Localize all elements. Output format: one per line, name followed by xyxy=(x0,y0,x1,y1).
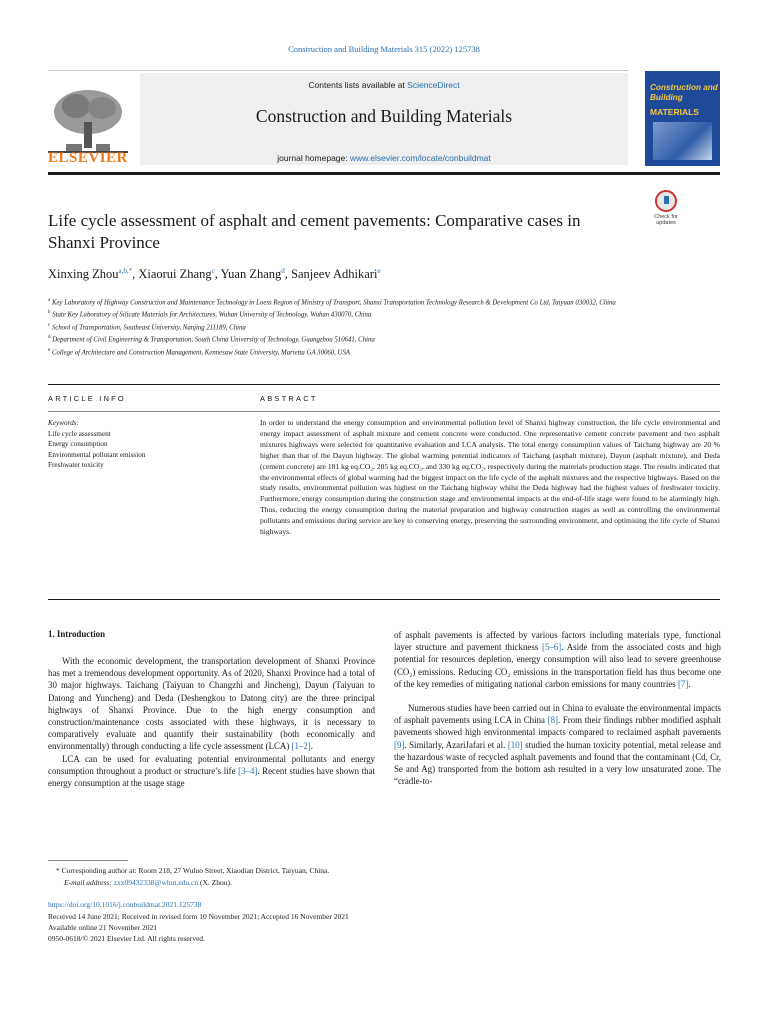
homepage-line xyxy=(140,153,628,163)
introduction-heading: 1. Introduction xyxy=(48,629,106,639)
journal-title: Construction and Building Materials xyxy=(255,106,513,126)
sciencedirect-link[interactable]: ScienceDirect xyxy=(407,80,460,90)
author-affiliation-marker[interactable]: a,b,* xyxy=(118,267,133,275)
paragraph-text: . From their findings rubber modified asphalt pavements showed high environmental impacts compared to reclaimed asphalt pavements xyxy=(394,715,721,738)
article-title: Life cycle assessment of asphalt and cement pavements: Comparative cases in Shanxi Province xyxy=(48,211,581,252)
paragraph-text: Numerous studies have been carried out in China to evaluate the environmental impacts of asphalt pavements using LCA in China xyxy=(394,703,721,726)
elsevier-wordmark: ELSEVIER xyxy=(48,150,128,166)
author-separator: , xyxy=(132,267,139,282)
abstract-rule xyxy=(260,411,720,412)
author-separator: , xyxy=(284,267,291,282)
citation-link[interactable]: [7] xyxy=(677,678,689,689)
author-affiliation-marker[interactable]: e xyxy=(377,267,381,275)
journal-cover-image xyxy=(645,71,720,166)
author-name: Yuan Zhang xyxy=(220,267,282,282)
affiliation xyxy=(48,321,668,333)
period: . xyxy=(310,741,313,752)
author-affiliation-marker[interactable]: d xyxy=(281,267,285,275)
article-info-heading: ARTICLE INFO xyxy=(48,394,126,403)
affiliation-marker: d xyxy=(48,335,51,341)
email-label: E-mail address: xyxy=(64,878,114,887)
masthead-bottom-rule xyxy=(48,172,720,175)
corresponding-author-note: * Corresponding author at: Room 218, 27 Wuluo Street, Xiaodian District, Taiyuan, China. xyxy=(56,866,330,875)
affiliation-marker: e xyxy=(48,347,51,353)
affiliation xyxy=(48,308,668,320)
doi-link[interactable]: https://doi.org/10.1016/j.conbuildmat.2021.125738 xyxy=(48,900,202,909)
check-updates-icon xyxy=(655,190,677,212)
keyword: Environmental pollutant emission xyxy=(48,450,146,459)
available-online: Available online 21 November 2021 xyxy=(48,923,157,932)
paragraph-text: studied the human toxicity potential, metal release and the hazardous waste of recycled asphalt pavements and found that the contaminant (Cd, Cr, Se and Ag) transported from the bottom ash resulted in a very low unsaturated zone. The “cradle-to- xyxy=(394,739,721,787)
email-link[interactable]: zxx09432338@whut.edu.cn xyxy=(113,878,199,887)
section-rule xyxy=(48,384,720,385)
author-list xyxy=(48,267,381,282)
period: . xyxy=(688,678,691,689)
citation-link[interactable]: [3–4] xyxy=(238,765,258,776)
keywords-block xyxy=(48,418,248,471)
abstract-heading: ABSTRACT xyxy=(260,394,318,403)
abstract-bottom-rule xyxy=(48,599,720,600)
citation-link[interactable]: [5–6] xyxy=(542,642,562,653)
citation-link[interactable]: [9] xyxy=(394,739,405,750)
affiliation-text: Department of Civil Engineering & Transportation, South China University of Technology, Guangzhou 510641, China xyxy=(52,336,375,344)
intro-paragraph xyxy=(48,753,375,790)
author-affiliation-marker[interactable]: c xyxy=(211,267,215,275)
author-name: Xinxing Zhou xyxy=(48,267,119,282)
masthead-top-rule xyxy=(48,70,628,71)
contents-line xyxy=(140,80,628,90)
author-name: Xiaorui Zhang xyxy=(138,267,212,282)
paragraph-gap xyxy=(394,690,721,702)
left-column xyxy=(48,655,375,789)
affiliation-text: Key Laboratory of Highway Construction and Maintenance Technology in Loess Region of Ministry of Transport, Shanxi Transportation Technology Research & Development Co Ltd, Taiyuan 030032, China xyxy=(51,299,616,307)
affiliation-text: School of Transportation, Southeast University, Nanjing 211189, China xyxy=(51,324,246,332)
intro-paragraph xyxy=(394,629,721,690)
intro-paragraph xyxy=(48,655,375,753)
journal-homepage-link[interactable]: www.elsevier.com/locate/conbuildmat xyxy=(349,153,491,163)
author-separator: , xyxy=(214,267,221,282)
received-dates: Received 14 June 2021; Received in revised form 10 November 2021; Accepted 16 November 2021 xyxy=(48,912,349,921)
keyword: Freshwater toxicity xyxy=(48,461,104,469)
affiliation-text: College of Architecture and Construction Management, Kennesaw State University, Marietta GA 30060, USA xyxy=(51,349,351,357)
journal-reference[interactable]: Construction and Building Materials 315 (2022) 125738 xyxy=(288,44,480,54)
email-suffix: (X. Zhou). xyxy=(198,878,232,887)
paragraph-text: LCA can be used for evaluating potential environmental pollutants and energy consumption throughout a product or structure’s life xyxy=(48,753,375,776)
check-for-updates-button[interactable] xyxy=(644,190,688,232)
homepage-prefix: journal homepage: xyxy=(277,153,350,163)
affiliation-text: State Key Laboratory of Silicate Materials for Architectures, Wuhan University of Technology, Wuhan 430070, China xyxy=(52,311,372,319)
footnote-rule xyxy=(48,860,128,861)
citation-link[interactable]: [1–2] xyxy=(291,741,311,752)
paragraph-text: With the economic development, the transportation development of Shanxi Province has met a tremendous development opportunity. As of 2020, Shanxi Province had a total of 30 major highways. Taichang (Taiyuan to Changzhi and Jincheng), Dayun (Taiyuan to Datong and Yuncheng) and Deda (Deshengkou to Datong city) are the three principal highways of Shanxi Province. Due to the high energy consumption and construction/maintenance costs associated with these highways, it is necessary to comparatively evaluate and quantify their sustainability (both economically and environmentally) through conducting a life cycle assessment (LCA) xyxy=(48,656,375,752)
paragraph-text: . Recent studies have shown that energy consumption at the usage stage xyxy=(48,765,375,789)
contents-prefix: Contents lists available at xyxy=(308,80,408,90)
abstract-text: In order to understand the energy consumption and environmental pollution level of Shanxi highway construction, the life cycle environmental and energy impact assessment of asphalt mixture and cement concrete were conducted. One representative cement concrete pavement and two asphalt mixtures highways were selected for quantitative evaluation and LCA analysis. The total energy consumption values of Taichang highway are 20 % higher than that of the Dayun highway. The global warming potential indicators of Taichang (asphalt mixture), Dayun (asphalt mixture), and Deda (cement concrete) are 181 kg eq.CO₂, 285 kg eq.CO₂, and 330 kg eq.CO₂, respectively during the materials production stage. The results indicated that the environmental effects of global warming had the biggest impact on the life cycle of the asphalt mixtures and the respective highways. Based on the study results, environmental pollution was highest on the Taichang highway whilst the Deda highway had the highest values of freshwater toxicity. Furthermore, energy consumption during the construction stage and environmental impacts at the end-of-life stage were found to be alarmingly high. Thus, reducing the energy consumption during the material preparation and highway construction stages as well as controlling the environmental pollutants and emissions during service are key to conserving energy, preserving the surrounding environment, and optimising the life cycle of Shanxi highways. xyxy=(260,418,720,537)
paragraph-text: . Similarly, AzariJafari et al. xyxy=(404,739,508,750)
keyword: Energy consumption xyxy=(48,440,108,448)
affiliation xyxy=(48,296,668,308)
right-column xyxy=(394,629,721,787)
email-line xyxy=(64,878,232,889)
cover-title: Construction and Building xyxy=(650,83,718,102)
paragraph-text: . Aside from the associated costs and high potential for resources depletion, energy consumption will also lead to severe greenhouse (CO₂) emissions. Reducing CO₂ emissions in the transportation field has thus become one of the key remedies of mitigating national carbon emissions for many countries xyxy=(394,642,721,689)
intro-paragraph xyxy=(394,702,721,787)
check-updates-label: Check for updates xyxy=(654,214,678,226)
affiliations xyxy=(48,296,668,358)
citation-link[interactable]: [10] xyxy=(507,739,523,750)
affiliation xyxy=(48,346,668,358)
keyword: Life cycle assessment xyxy=(48,429,111,438)
cover-subtitle: MATERIALS xyxy=(650,107,699,117)
affiliation xyxy=(48,333,668,345)
citation-link[interactable]: [8] xyxy=(547,715,558,726)
paragraph-text: of asphalt pavements is affected by various factors including materials type, functional layer structure and pavement thickness xyxy=(394,630,721,653)
affiliation-marker: c xyxy=(48,322,51,328)
author-name: Sanjeev Adhikari xyxy=(291,267,378,282)
affiliation-marker: b xyxy=(48,310,51,316)
affiliation-marker: a xyxy=(48,298,51,303)
copyright: 0950-0618/© 2021 Elsevier Ltd. All rights reserved. xyxy=(48,934,205,943)
article-info-rule xyxy=(48,411,276,412)
cover-photo xyxy=(653,122,712,160)
keywords-label: Keywords: xyxy=(48,419,79,427)
